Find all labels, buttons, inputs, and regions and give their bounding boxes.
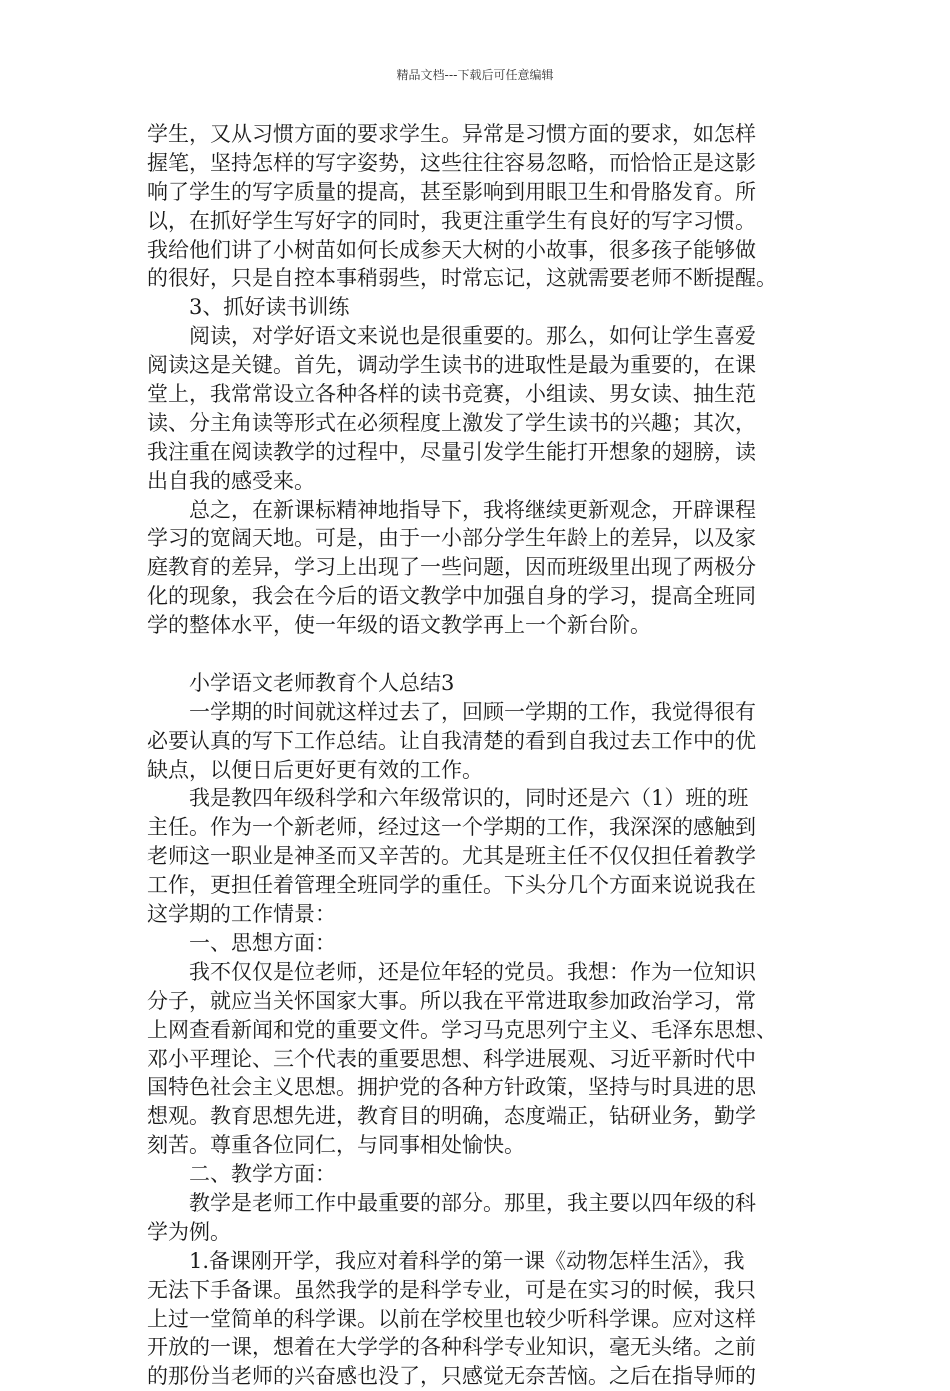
text-line: 的很好，只是自控本事稍弱些，时常忘记，这就需要老师不断提醒。 bbox=[147, 266, 777, 291]
text-line: 一学期的时间就这样过去了，回顾一学期的工作，我觉得很有 bbox=[147, 699, 756, 724]
page-header: 精品文档---下载后可任意编辑 bbox=[396, 68, 554, 82]
section-2 bbox=[147, 669, 819, 1391]
document-body bbox=[147, 120, 819, 1391]
text-line: 小学语文老师教育个人总结3 bbox=[147, 670, 455, 695]
text-line: 3、抓好读书训练 bbox=[147, 295, 350, 320]
text-line: 出自我的感受来。 bbox=[147, 468, 315, 493]
text-line: 这学期的工作情景： bbox=[147, 902, 336, 927]
text-line: 开放的一课，想着在大学学的各种科学专业知识，毫无头绪。之前 bbox=[147, 1335, 756, 1360]
text-line: 学为例。 bbox=[147, 1219, 231, 1244]
text-line: 总之，在新课标精神地指导下，我将继续更新观念，开辟课程 bbox=[147, 497, 756, 522]
text-line: 学生，又从习惯方面的要求学生。异常是习惯方面的要求，如怎样 bbox=[147, 122, 756, 146]
text-line: 必要认真的写下工作总结。让自我清楚的看到自我过去工作中的优 bbox=[147, 728, 756, 753]
text-line: 化的现象，我会在今后的语文教学中加强自身的学习，提高全班同 bbox=[147, 584, 756, 609]
text-line: 上网查看新闻和党的重要文件。学习马克思列宁主义、毛泽东思想、 bbox=[147, 1017, 777, 1042]
text-line: 我不仅仅是位老师，还是位年轻的党员。我想：作为一位知识 bbox=[147, 959, 756, 984]
text-line: 缺点，以便日后更好更有效的工作。 bbox=[147, 757, 483, 782]
section-1 bbox=[147, 120, 819, 640]
blank-line bbox=[147, 640, 819, 669]
text-line: 邓小平理论、三个代表的重要思想、科学进展观、习近平新时代中 bbox=[147, 1046, 756, 1071]
text-line: 一、思想方面： bbox=[147, 930, 336, 955]
text-line: 阅读，对学好语文来说也是很重要的。那么，如何让学生喜爱 bbox=[147, 324, 756, 349]
text-line: 庭教育的差异，学习上出现了一些问题，因而班级里出现了两极分 bbox=[147, 555, 756, 580]
text-line: 以，在抓好学生写好字的同时，我更注重学生有良好的写字习惯。 bbox=[147, 208, 756, 233]
text-line: 主任。作为一个新老师，经过这一个学期的工作，我深深的感触到 bbox=[147, 815, 756, 840]
text-line: 响了学生的写字质量的提高，甚至影响到用眼卫生和骨胳发育。所 bbox=[147, 179, 756, 204]
text-line: 的那份当老师的兴奋感也没了，只感觉无奈苦恼。之后在指导师的 bbox=[147, 1364, 756, 1389]
text-line: 1.备课刚开学，我应对着科学的第一课《动物怎样生活》，我 bbox=[147, 1248, 745, 1273]
text-line: 分子，就应当关怀国家大事。所以我在平常进取参加政治学习，常 bbox=[147, 988, 756, 1013]
text-line: 想观。教育思想先进，教育目的明确，态度端正，钻研业务，勤学 bbox=[147, 1104, 756, 1129]
text-line: 上过一堂简单的科学课。以前在学校里也较少听科学课。应对这样 bbox=[147, 1306, 756, 1331]
text-line: 学的整体水平，使一年级的语文教学再上一个新台阶。 bbox=[147, 613, 651, 638]
text-line: 工作，更担任着管理全班同学的重任。下头分几个方面来说说我在 bbox=[147, 873, 756, 898]
text-line: 老师这一职业是神圣而又辛苦的。尤其是班主任不仅仅担任着教学 bbox=[147, 844, 756, 869]
text-line: 我注重在阅读教学的过程中，尽量引发学生能打开想象的翅膀，读 bbox=[147, 439, 756, 464]
text-line: 握笔，坚持怎样的写字姿势，这些往往容易忽略，而恰恰正是这影 bbox=[147, 150, 756, 175]
text-line: 教学是老师工作中最重要的部分。那里，我主要以四年级的科 bbox=[147, 1190, 756, 1215]
text-line: 我给他们讲了小树苗如何长成参天大树的小故事，很多孩子能够做 bbox=[147, 237, 756, 262]
text-line: 刻苦。尊重各位同仁，与同事相处愉快。 bbox=[147, 1133, 525, 1158]
text-line: 二、教学方面： bbox=[147, 1162, 336, 1187]
text-line: 阅读这是关键。首先，调动学生读书的进取性是最为重要的，在课 bbox=[147, 353, 756, 378]
text-line: 读、分主角读等形式在必须程度上激发了学生读书的兴趣；其次， bbox=[147, 410, 756, 435]
text-line: 无法下手备课。虽然我学的是科学专业，可是在实习的时候，我只 bbox=[147, 1277, 756, 1302]
text-line: 学习的宽阔天地。可是，由于一小部分学生年龄上的差异，以及家 bbox=[147, 526, 756, 551]
text-line: 我是教四年级科学和六年级常识的，同时还是六（1）班的班 bbox=[147, 786, 749, 811]
text-line: 堂上，我常常设立各种各样的读书竞赛，小组读、男女读、抽生范 bbox=[147, 382, 756, 407]
text-line: 国特色社会主义思想。拥护党的各种方针政策，坚持与时具进的思 bbox=[147, 1075, 756, 1100]
